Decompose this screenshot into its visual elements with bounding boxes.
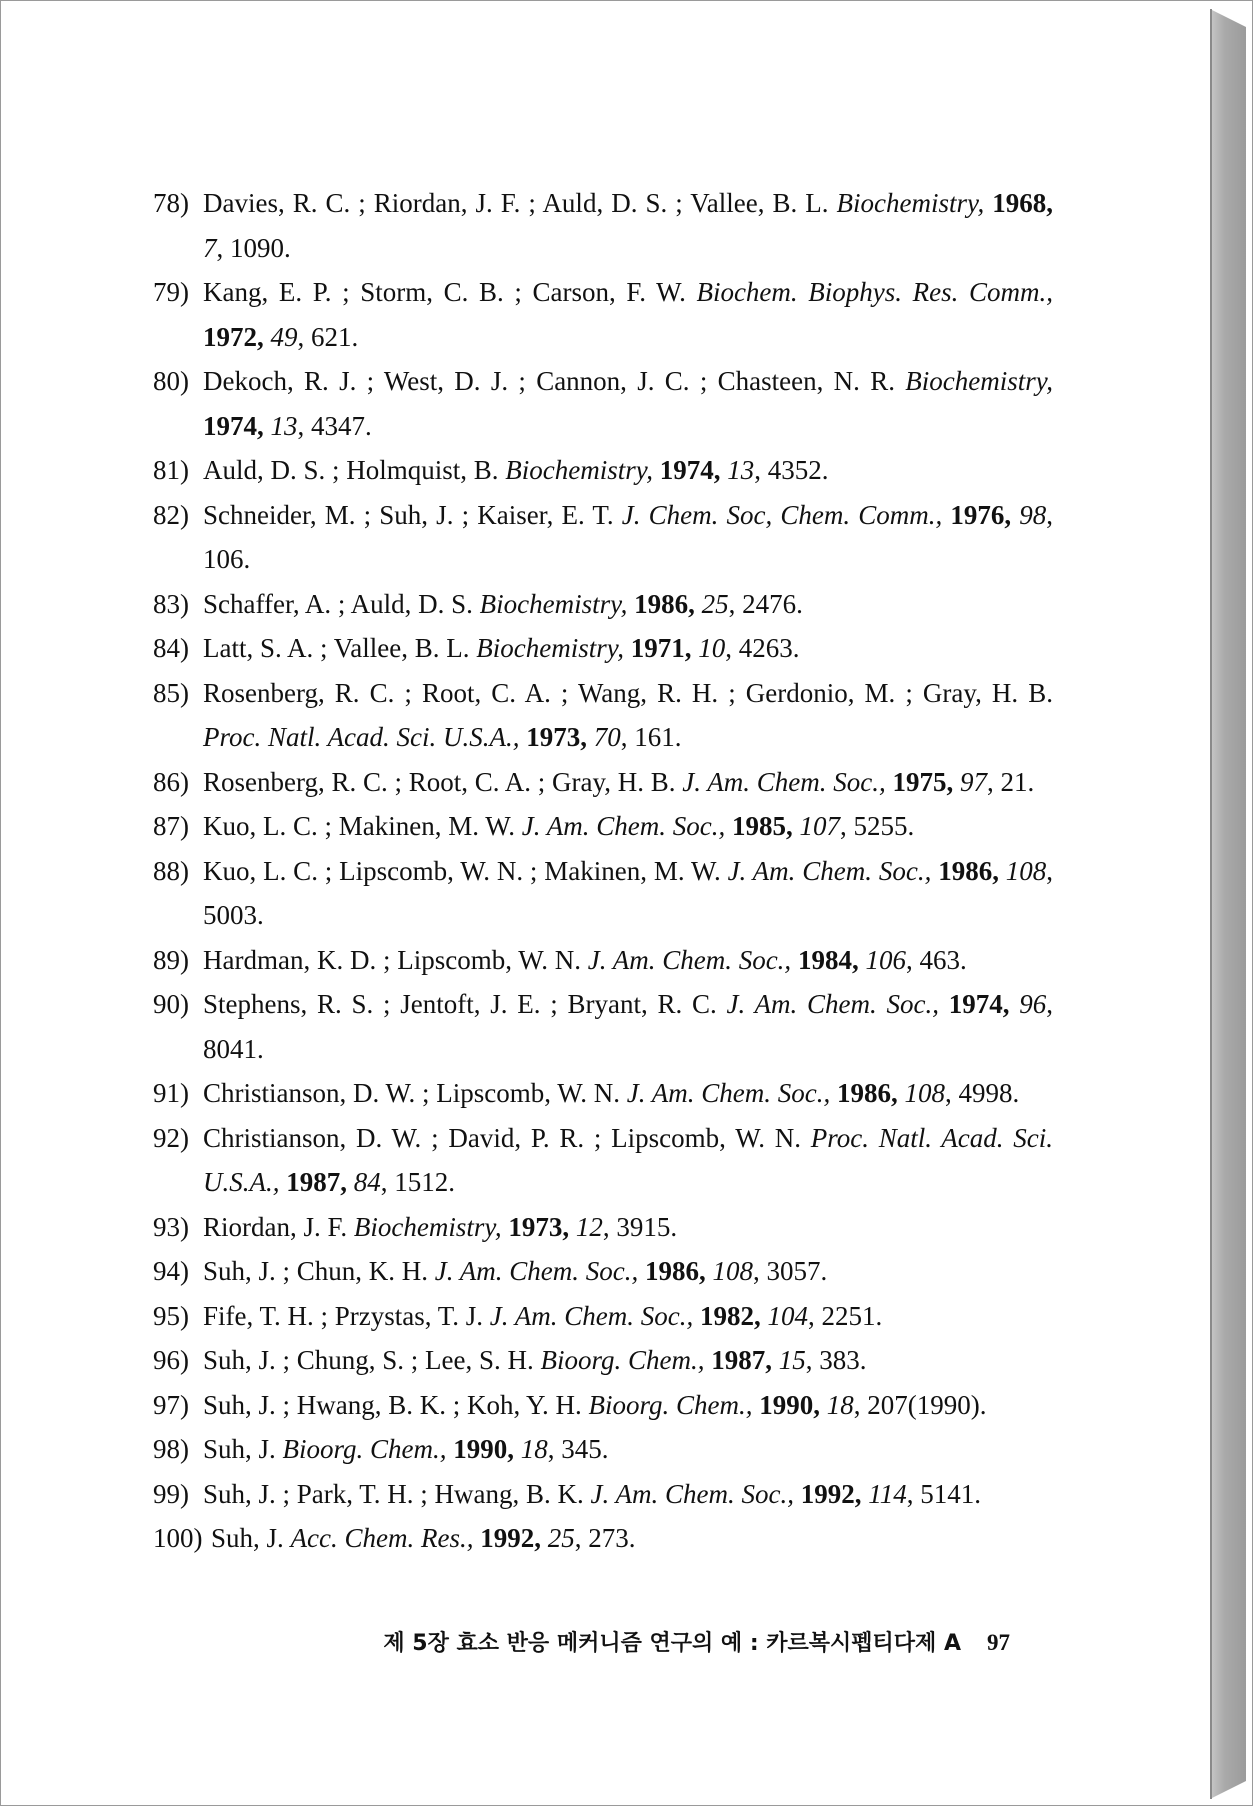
reference-item <box>153 849 1053 938</box>
reference-pages: , 3057. <box>753 1256 828 1286</box>
reference-pages: , 463. <box>905 944 967 975</box>
reference-text <box>203 359 1053 448</box>
reference-number: 100) <box>153 1523 203 1553</box>
reference-pages: , 1512. <box>380 1167 455 1197</box>
reference-authors: Suh, J. ; Hwang, B. K. ; Koh, Y. H. <box>203 1389 582 1420</box>
reference-pages: , 4263. <box>725 633 800 663</box>
reference-text <box>203 938 1053 983</box>
reference-volume: 84 <box>353 1167 381 1197</box>
reference-authors: Kang, E. P. ; Storm, C. B. ; Carson, F. W. <box>203 277 686 307</box>
reference-list <box>153 181 1053 1561</box>
reference-item <box>153 1294 1053 1339</box>
reference-text <box>203 626 1053 671</box>
reference-volume: 107 <box>799 811 840 841</box>
reference-year: 1974, <box>659 455 721 485</box>
reference-volume: 7 <box>203 232 217 263</box>
reference-number: 83) <box>153 588 189 619</box>
reference-number: 81) <box>153 455 189 485</box>
reference-item <box>153 1427 1053 1472</box>
reference-pages: , 5003. <box>203 855 1054 930</box>
reference-year: 1972, <box>203 321 264 352</box>
reference-pages: , 8041. <box>203 989 1054 1064</box>
reference-journal: Bioorg. Chem., <box>588 1389 753 1420</box>
page-edge <box>1210 9 1212 1799</box>
reference-pages: , 4347. <box>297 410 372 441</box>
reference-text <box>203 1383 1053 1428</box>
reference-year: 1974, <box>948 989 1010 1019</box>
reference-volume: 12 <box>575 1211 603 1242</box>
reference-journal: Proc. Natl. Acad. Sci. U.S.A., <box>203 722 520 752</box>
reference-year: 1985, <box>731 811 793 841</box>
reference-number: 79) <box>153 277 189 307</box>
reference-authors: Auld, D. S. ; Holmquist, B. <box>203 455 499 485</box>
page-spine <box>1210 9 1246 1799</box>
reference-text <box>203 582 1053 627</box>
reference-text <box>203 493 1053 582</box>
reference-number: 92) <box>153 1122 189 1153</box>
reference-volume: 70 <box>593 722 621 752</box>
reference-authors: Schneider, M. ; Suh, J. ; Kaiser, E. T. <box>203 499 614 530</box>
reference-journal: Biochem. Biophys. Res. Comm., <box>696 277 1053 307</box>
reference-year: 1968, <box>992 188 1054 218</box>
reference-authors: Stephens, R. S. ; Jentoft, J. E. ; Bryant, R. C. <box>203 989 717 1019</box>
reference-authors: Davies, R. C. ; Riordan, J. F. ; Auld, D. S. ; Vallee, B. L. <box>203 188 829 218</box>
reference-journal: J. Am. Chem. Soc., <box>587 944 792 975</box>
reference-number: 86) <box>153 766 189 797</box>
reference-authors: Suh, J. ; Chun, K. H. <box>203 1256 429 1286</box>
reference-year: 1992, <box>480 1523 541 1553</box>
reference-volume: 108 <box>712 1256 753 1286</box>
reference-year: 1987, <box>711 1345 773 1375</box>
reference-pages: , 383. <box>805 1345 867 1375</box>
reference-volume: 10 <box>698 633 726 663</box>
reference-year: 1986, <box>634 588 695 619</box>
reference-volume: 108 <box>904 1078 945 1108</box>
reference-number: 88) <box>153 855 189 886</box>
reference-volume: 106 <box>865 944 906 975</box>
reference-volume: 49 <box>270 321 298 352</box>
reference-authors: Christianson, D. W. ; David, P. R. ; Lipscomb, W. N. <box>203 1122 801 1153</box>
reference-authors: Dekoch, R. J. ; West, D. J. ; Cannon, J. C. ; Chasteen, N. R. <box>203 366 895 396</box>
reference-number: 97) <box>153 1389 189 1420</box>
reference-pages: , 345. <box>547 1434 609 1464</box>
reference-item <box>153 1472 1053 1517</box>
reference-year: 1987, <box>286 1167 347 1197</box>
reference-year: 1971, <box>630 633 692 663</box>
reference-journal: J. Am. Chem. Soc., <box>726 989 940 1019</box>
reference-number: 95) <box>153 1300 189 1331</box>
page-footer <box>383 1626 1010 1657</box>
reference-text <box>203 448 1053 493</box>
reference-text <box>203 1116 1053 1205</box>
reference-number: 96) <box>153 1345 189 1375</box>
reference-volume: 13 <box>270 410 298 441</box>
reference-authors: Riordan, J. F. <box>203 1211 348 1242</box>
reference-year: 1975, <box>892 766 954 797</box>
reference-volume: 25 <box>547 1523 575 1553</box>
reference-journal: Biochemistry, <box>476 633 624 663</box>
reference-pages: , 2476. <box>728 588 803 619</box>
reference-journal: J. Chem. Soc, Chem. Comm., <box>621 499 943 530</box>
reference-authors: Rosenberg, R. C. ; Root, C. A. ; Wang, R. H. ; Gerdonio, M. ; Gray, H. B. <box>203 677 1053 708</box>
reference-pages: , 161. <box>620 722 682 752</box>
reference-number: 91) <box>153 1078 189 1108</box>
reference-authors: Schaffer, A. ; Auld, D. S. <box>203 588 473 619</box>
reference-volume: 96 <box>1019 989 1047 1019</box>
reference-number: 99) <box>153 1478 189 1509</box>
reference-journal: J. Am. Chem. Soc., <box>727 855 932 886</box>
reference-pages: , 621. <box>297 321 359 352</box>
reference-journal: Bioorg. Chem., <box>540 1345 705 1375</box>
reference-item <box>153 982 1053 1071</box>
reference-item <box>153 804 1053 849</box>
reference-year: 1982, <box>699 1300 761 1331</box>
reference-authors: Kuo, L. C. ; Makinen, M. W. <box>203 811 516 841</box>
reference-volume: 15 <box>778 1345 806 1375</box>
reference-journal: J. Am. Chem. Soc., <box>590 1478 794 1509</box>
reference-pages: , 1090. <box>216 232 291 263</box>
reference-journal: J. Am. Chem. Soc., <box>489 1300 694 1331</box>
reference-journal: J. Am. Chem. Soc., <box>626 1078 831 1108</box>
reference-item <box>153 760 1053 805</box>
reference-authors: Fife, T. H. ; Przystas, T. J. <box>203 1300 483 1331</box>
reference-volume: 97 <box>959 766 987 797</box>
reference-journal: Proc. Natl. Acad. Sci. U.S.A., <box>203 1122 1054 1197</box>
reference-authors: Suh, J. ; Chung, S. ; Lee, S. H. <box>203 1345 534 1375</box>
reference-authors: Kuo, L. C. ; Lipscomb, W. N. ; Makinen, M. W. <box>203 855 721 886</box>
reference-text <box>203 760 1053 805</box>
reference-pages: , 207(1990). <box>853 1389 987 1420</box>
reference-item <box>153 1338 1053 1383</box>
reference-text <box>203 1249 1053 1294</box>
reference-text <box>203 270 1053 359</box>
reference-journal: Biochemistry, <box>905 366 1053 396</box>
reference-year: 1986, <box>837 1078 898 1108</box>
reference-authors: Hardman, K. D. ; Lipscomb, W. N. <box>203 944 581 975</box>
reference-pages: , 106. <box>203 499 1054 574</box>
reference-volume: 25 <box>701 588 729 619</box>
reference-authors: Christianson, D. W. ; Lipscomb, W. N. <box>203 1078 621 1108</box>
reference-number: 82) <box>153 499 189 530</box>
reference-number: 98) <box>153 1434 189 1464</box>
reference-authors: Rosenberg, R. C. ; Root, C. A. ; Gray, H. B. <box>203 766 676 797</box>
reference-pages: , 4998. <box>945 1078 1020 1108</box>
reference-journal: J. Am. Chem. Soc., <box>521 811 726 841</box>
reference-item <box>153 181 1053 270</box>
reference-item <box>153 1205 1053 1250</box>
reference-number: 94) <box>153 1256 189 1286</box>
reference-authors: Suh, J. <box>211 1523 284 1553</box>
reference-text <box>203 671 1053 760</box>
reference-text <box>203 1205 1053 1250</box>
reference-number: 80) <box>153 366 189 396</box>
reference-authors: Latt, S. A. ; Vallee, B. L. <box>203 633 470 663</box>
reference-journal: Biochemistry, <box>479 588 628 619</box>
reference-text <box>203 804 1053 849</box>
reference-year: 1986, <box>645 1256 706 1286</box>
reference-journal: J. Am. Chem. Soc., <box>682 766 886 797</box>
reference-year: 1986, <box>938 855 999 886</box>
reference-text <box>211 1516 1053 1561</box>
reference-item <box>153 1249 1053 1294</box>
reference-item <box>153 270 1053 359</box>
reference-text <box>203 1472 1053 1517</box>
reference-volume: 18 <box>520 1434 548 1464</box>
reference-pages: , 3915. <box>602 1211 678 1242</box>
reference-number: 90) <box>153 989 189 1019</box>
reference-number: 84) <box>153 633 189 663</box>
reference-volume: 108 <box>1005 855 1047 886</box>
reference-journal: Biochemistry, <box>353 1211 502 1242</box>
reference-item <box>153 582 1053 627</box>
reference-pages: , 5255. <box>839 811 915 841</box>
reference-volume: 104 <box>767 1300 808 1331</box>
reference-volume: 18 <box>826 1389 854 1420</box>
reference-journal: Acc. Chem. Res., <box>290 1523 474 1553</box>
reference-year: 1984, <box>797 944 859 975</box>
reference-year: 1974, <box>203 410 264 441</box>
reference-volume: 114 <box>868 1478 907 1509</box>
reference-item <box>153 359 1053 448</box>
reference-authors: Suh, J. ; Park, T. H. ; Hwang, B. K. <box>203 1478 584 1509</box>
reference-journal: Bioorg. Chem., <box>282 1434 447 1464</box>
reference-number: 89) <box>153 944 189 975</box>
reference-text <box>203 181 1053 270</box>
reference-year: 1990, <box>759 1389 821 1420</box>
reference-text <box>203 1071 1053 1116</box>
reference-text <box>203 1427 1053 1472</box>
reference-journal: Biochemistry, <box>836 188 985 218</box>
reference-volume: 13 <box>727 455 755 485</box>
reference-number: 85) <box>153 677 189 708</box>
reference-pages: , 2251. <box>807 1300 883 1331</box>
reference-text <box>203 982 1053 1071</box>
reference-item <box>153 448 1053 493</box>
reference-item <box>153 493 1053 582</box>
reference-year: 1973, <box>508 1211 570 1242</box>
chapter-title: 제 5장 효소 반응 메커니즘 연구의 예 : 카르복시펩티다제 A <box>383 1631 961 1656</box>
reference-volume: 98 <box>1019 499 1047 530</box>
reference-item <box>153 1071 1053 1116</box>
reference-item <box>153 671 1053 760</box>
reference-year: 1976, <box>950 499 1012 530</box>
reference-number: 78) <box>153 188 189 218</box>
reference-item <box>153 1116 1053 1205</box>
reference-pages: , 273. <box>574 1523 636 1553</box>
reference-number: 93) <box>153 1211 189 1242</box>
reference-year: 1990, <box>453 1434 515 1464</box>
reference-item <box>153 1516 1053 1561</box>
reference-year: 1973, <box>526 722 587 752</box>
reference-year: 1992, <box>800 1478 862 1509</box>
reference-journal: Biochemistry, <box>505 455 654 485</box>
reference-text <box>203 849 1053 938</box>
reference-pages: , 4352. <box>754 455 829 485</box>
reference-item <box>153 626 1053 671</box>
reference-item <box>153 938 1053 983</box>
reference-authors: Suh, J. <box>203 1434 276 1464</box>
reference-text <box>203 1338 1053 1383</box>
reference-item <box>153 1383 1053 1428</box>
reference-pages: , 5141. <box>906 1478 981 1509</box>
reference-pages: , 21. <box>986 766 1035 797</box>
reference-text <box>203 1294 1053 1339</box>
reference-journal: J. Am. Chem. Soc., <box>434 1256 639 1286</box>
page-number: 97 <box>987 1630 1010 1655</box>
reference-number: 87) <box>153 811 189 841</box>
